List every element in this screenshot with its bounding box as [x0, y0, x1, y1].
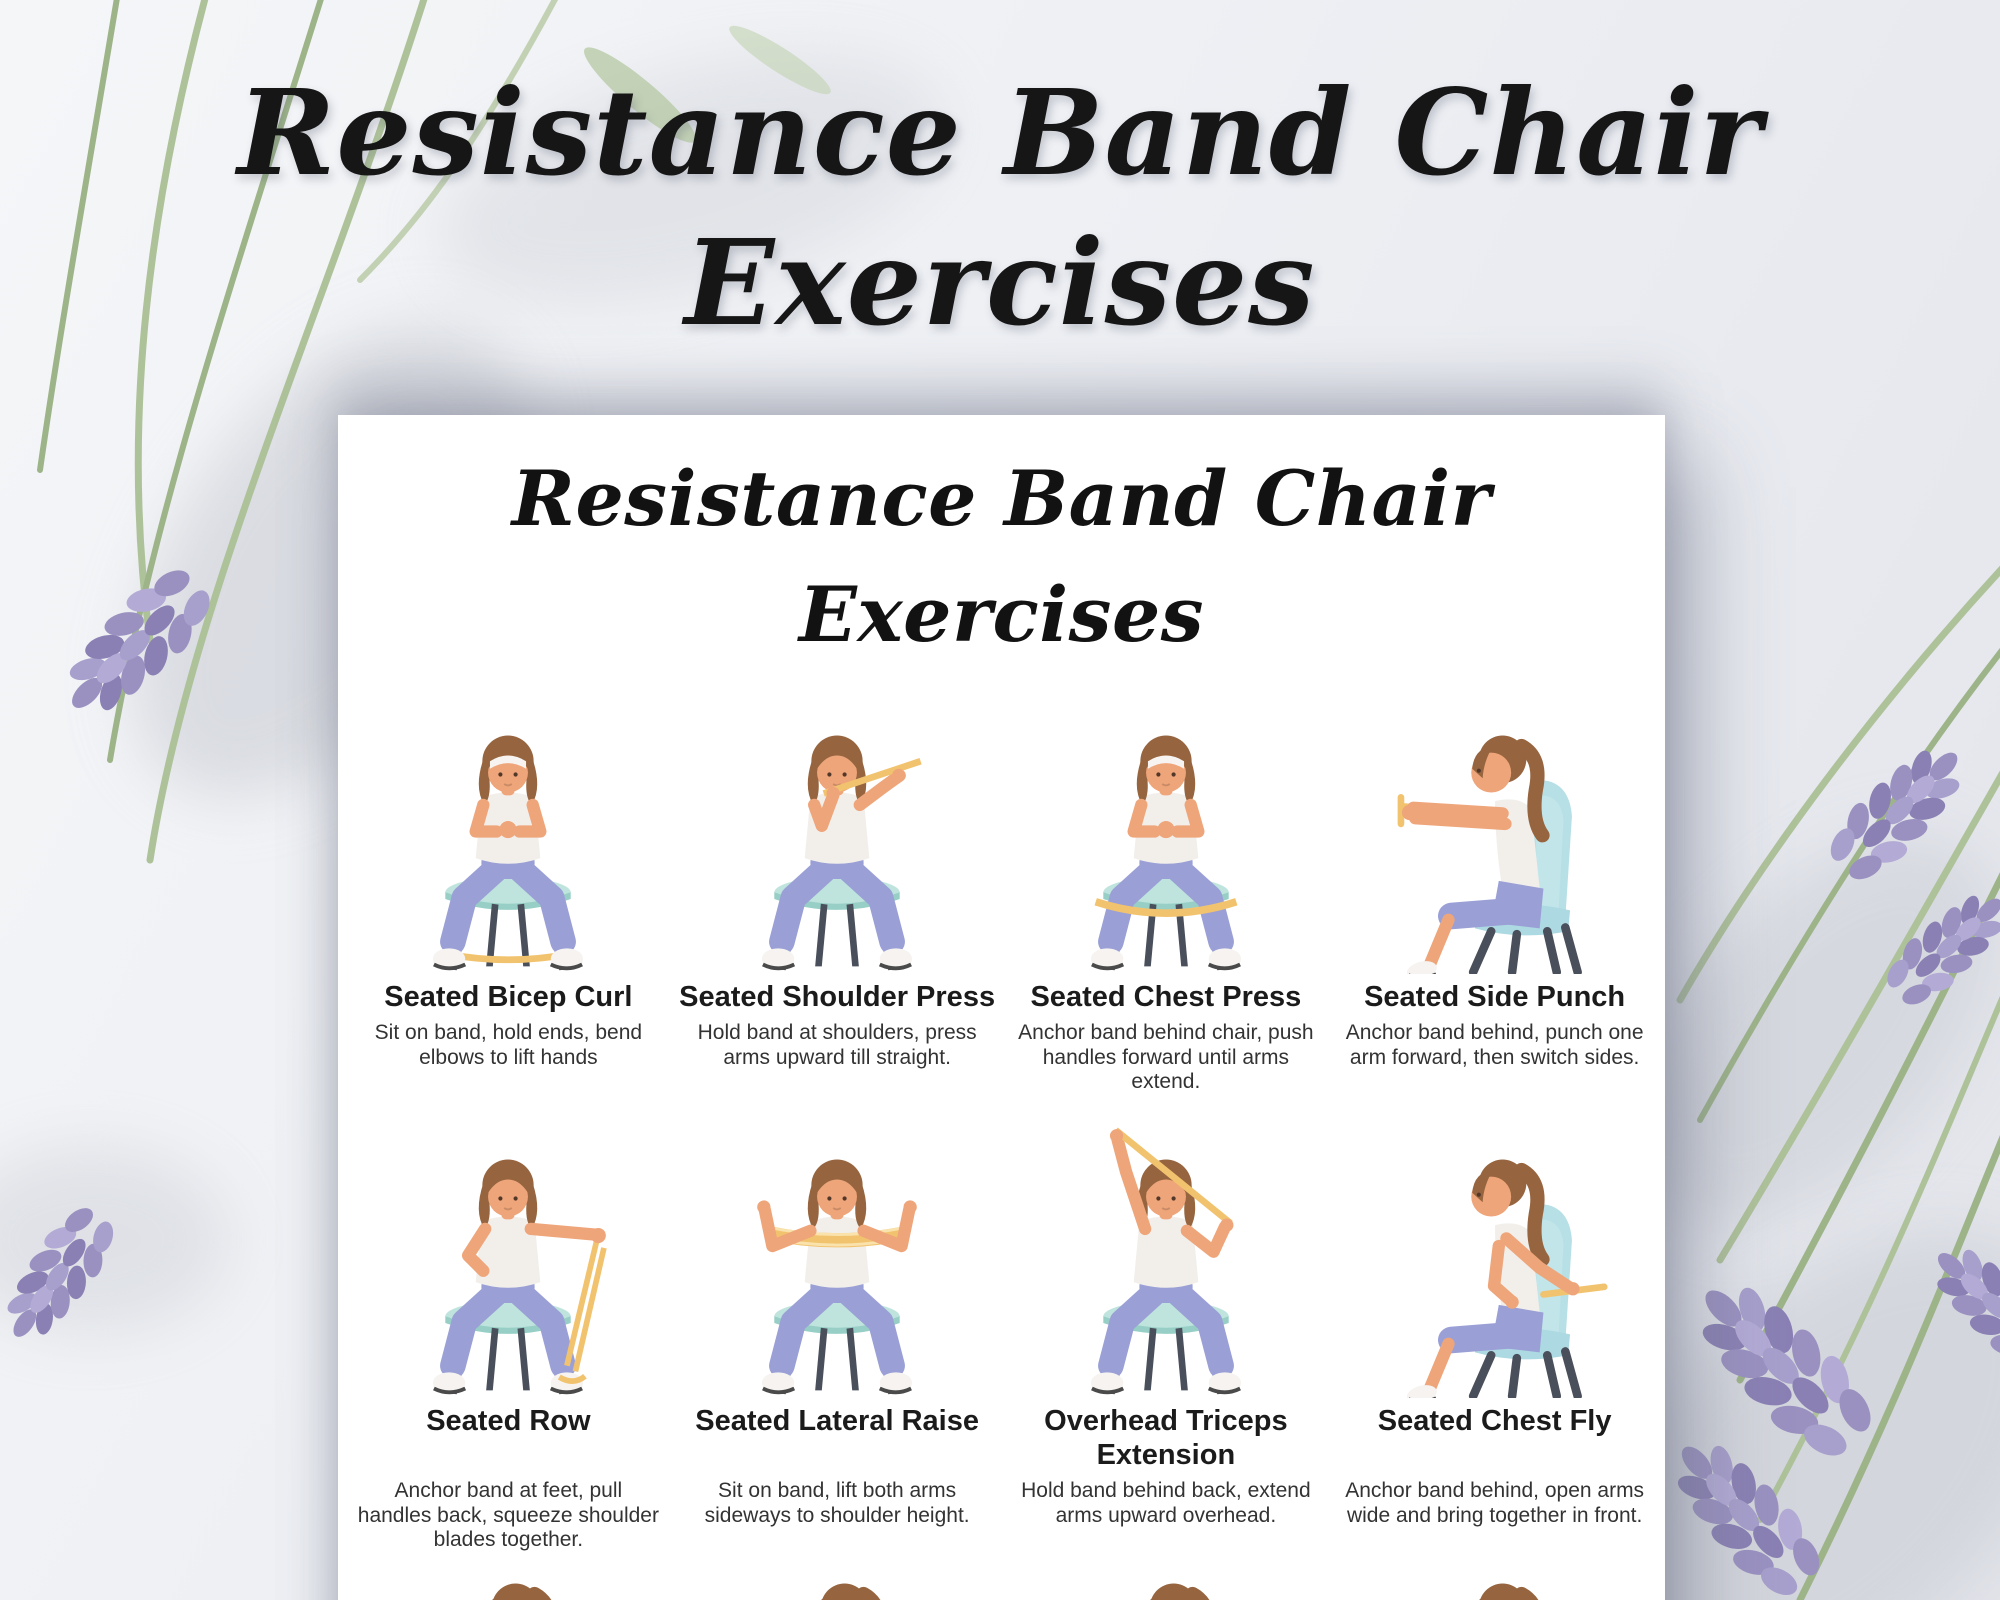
page-title	[0, 58, 2000, 358]
shoulder-press-figure	[687, 689, 987, 974]
exercise-card-overhead-triceps-extension	[1002, 1113, 1331, 1553]
exercise-title: Seated Side Punch	[1364, 981, 1626, 1013]
exercise-description: Sit on band, lift both arms sideways to shoulder height.	[704, 1479, 970, 1527]
exercise-description: Hold band at shoulders, press arms upward till straight.	[697, 1021, 977, 1069]
exercise-poster	[338, 415, 1665, 1600]
chest-press-figure	[1016, 689, 1316, 974]
overhead-triceps-figure	[1016, 1113, 1316, 1398]
exercise-title: Overhead Triceps Extension	[1044, 1405, 1288, 1471]
lateral-raise-figure	[687, 1113, 987, 1398]
exercise-card-seated-lateral-raise	[673, 1113, 1002, 1553]
exercise-card-seated-row	[344, 1113, 673, 1553]
exercise-description: Anchor band at feet, pull handles back, squeeze shoulder blades together.	[357, 1479, 659, 1551]
exercise-card-seated-bicep-curl	[344, 689, 673, 1113]
page-title-line1: Resistance Band Chair	[237, 63, 1763, 202]
exercise-illustration	[358, 689, 658, 974]
seated-side-figure	[1345, 1537, 1645, 1600]
exercise-title: Seated Chest Fly	[1377, 1405, 1612, 1437]
exercise-card-partial	[673, 1537, 1002, 1600]
exercise-title: Seated Row	[426, 1405, 591, 1437]
exercise-card-partial	[1002, 1537, 1331, 1600]
poster-title: Resistance Band Chair Exercises	[511, 454, 1492, 659]
exercise-description: Sit on band, hold ends, bend elbows to lift hands	[374, 1021, 643, 1069]
chest-fly-figure	[1345, 1113, 1645, 1398]
exercise-card-partial	[1330, 1537, 1659, 1600]
exercise-card-seated-chest-fly	[1330, 1113, 1659, 1553]
exercise-illustration	[358, 1113, 658, 1398]
seated-side-band-figure	[1016, 1537, 1316, 1600]
exercise-row-1	[338, 689, 1665, 1113]
exercise-card-seated-shoulder-press	[673, 689, 1002, 1113]
exercise-description: Anchor band behind chair, push handles forward until arms extend.	[1018, 1021, 1314, 1093]
exercise-card-partial	[344, 1537, 673, 1600]
exercise-illustration	[1345, 689, 1645, 974]
exercise-description: Anchor band behind, open arms wide and bring together in front.	[1345, 1479, 1645, 1527]
exercise-title: Seated Shoulder Press	[679, 981, 996, 1013]
bicep-curl-figure	[358, 689, 658, 974]
row-figure	[358, 1113, 658, 1398]
exercise-description: Anchor band behind, punch one arm forward, then switch sides.	[1345, 1021, 1644, 1069]
exercise-illustration	[1016, 689, 1316, 974]
exercise-illustration	[687, 1537, 987, 1600]
side-punch-figure	[1345, 689, 1645, 974]
exercise-title: Seated Lateral Raise	[695, 1405, 979, 1437]
exercise-description: Hold band behind back, extend arms upward overhead.	[1021, 1479, 1311, 1527]
exercise-title: Seated Bicep Curl	[384, 981, 633, 1013]
exercise-illustration	[1016, 1113, 1316, 1398]
exercise-row-2	[338, 1113, 1665, 1551]
exercise-illustration	[1016, 1537, 1316, 1600]
seated-side-figure	[687, 1537, 987, 1600]
seated-side-band-figure	[358, 1537, 658, 1600]
exercise-illustration	[1345, 1113, 1645, 1398]
exercise-illustration	[687, 1113, 987, 1398]
exercise-card-seated-chest-press	[1002, 689, 1331, 1113]
exercise-illustration	[1345, 1537, 1645, 1600]
exercise-illustration	[687, 689, 987, 974]
exercise-illustration	[358, 1537, 658, 1600]
exercise-title: Seated Chest Press	[1030, 981, 1302, 1013]
page-title-line2: Exercises	[684, 213, 1316, 352]
exercise-row-3	[338, 1537, 1665, 1600]
exercise-card-seated-side-punch	[1330, 689, 1659, 1113]
